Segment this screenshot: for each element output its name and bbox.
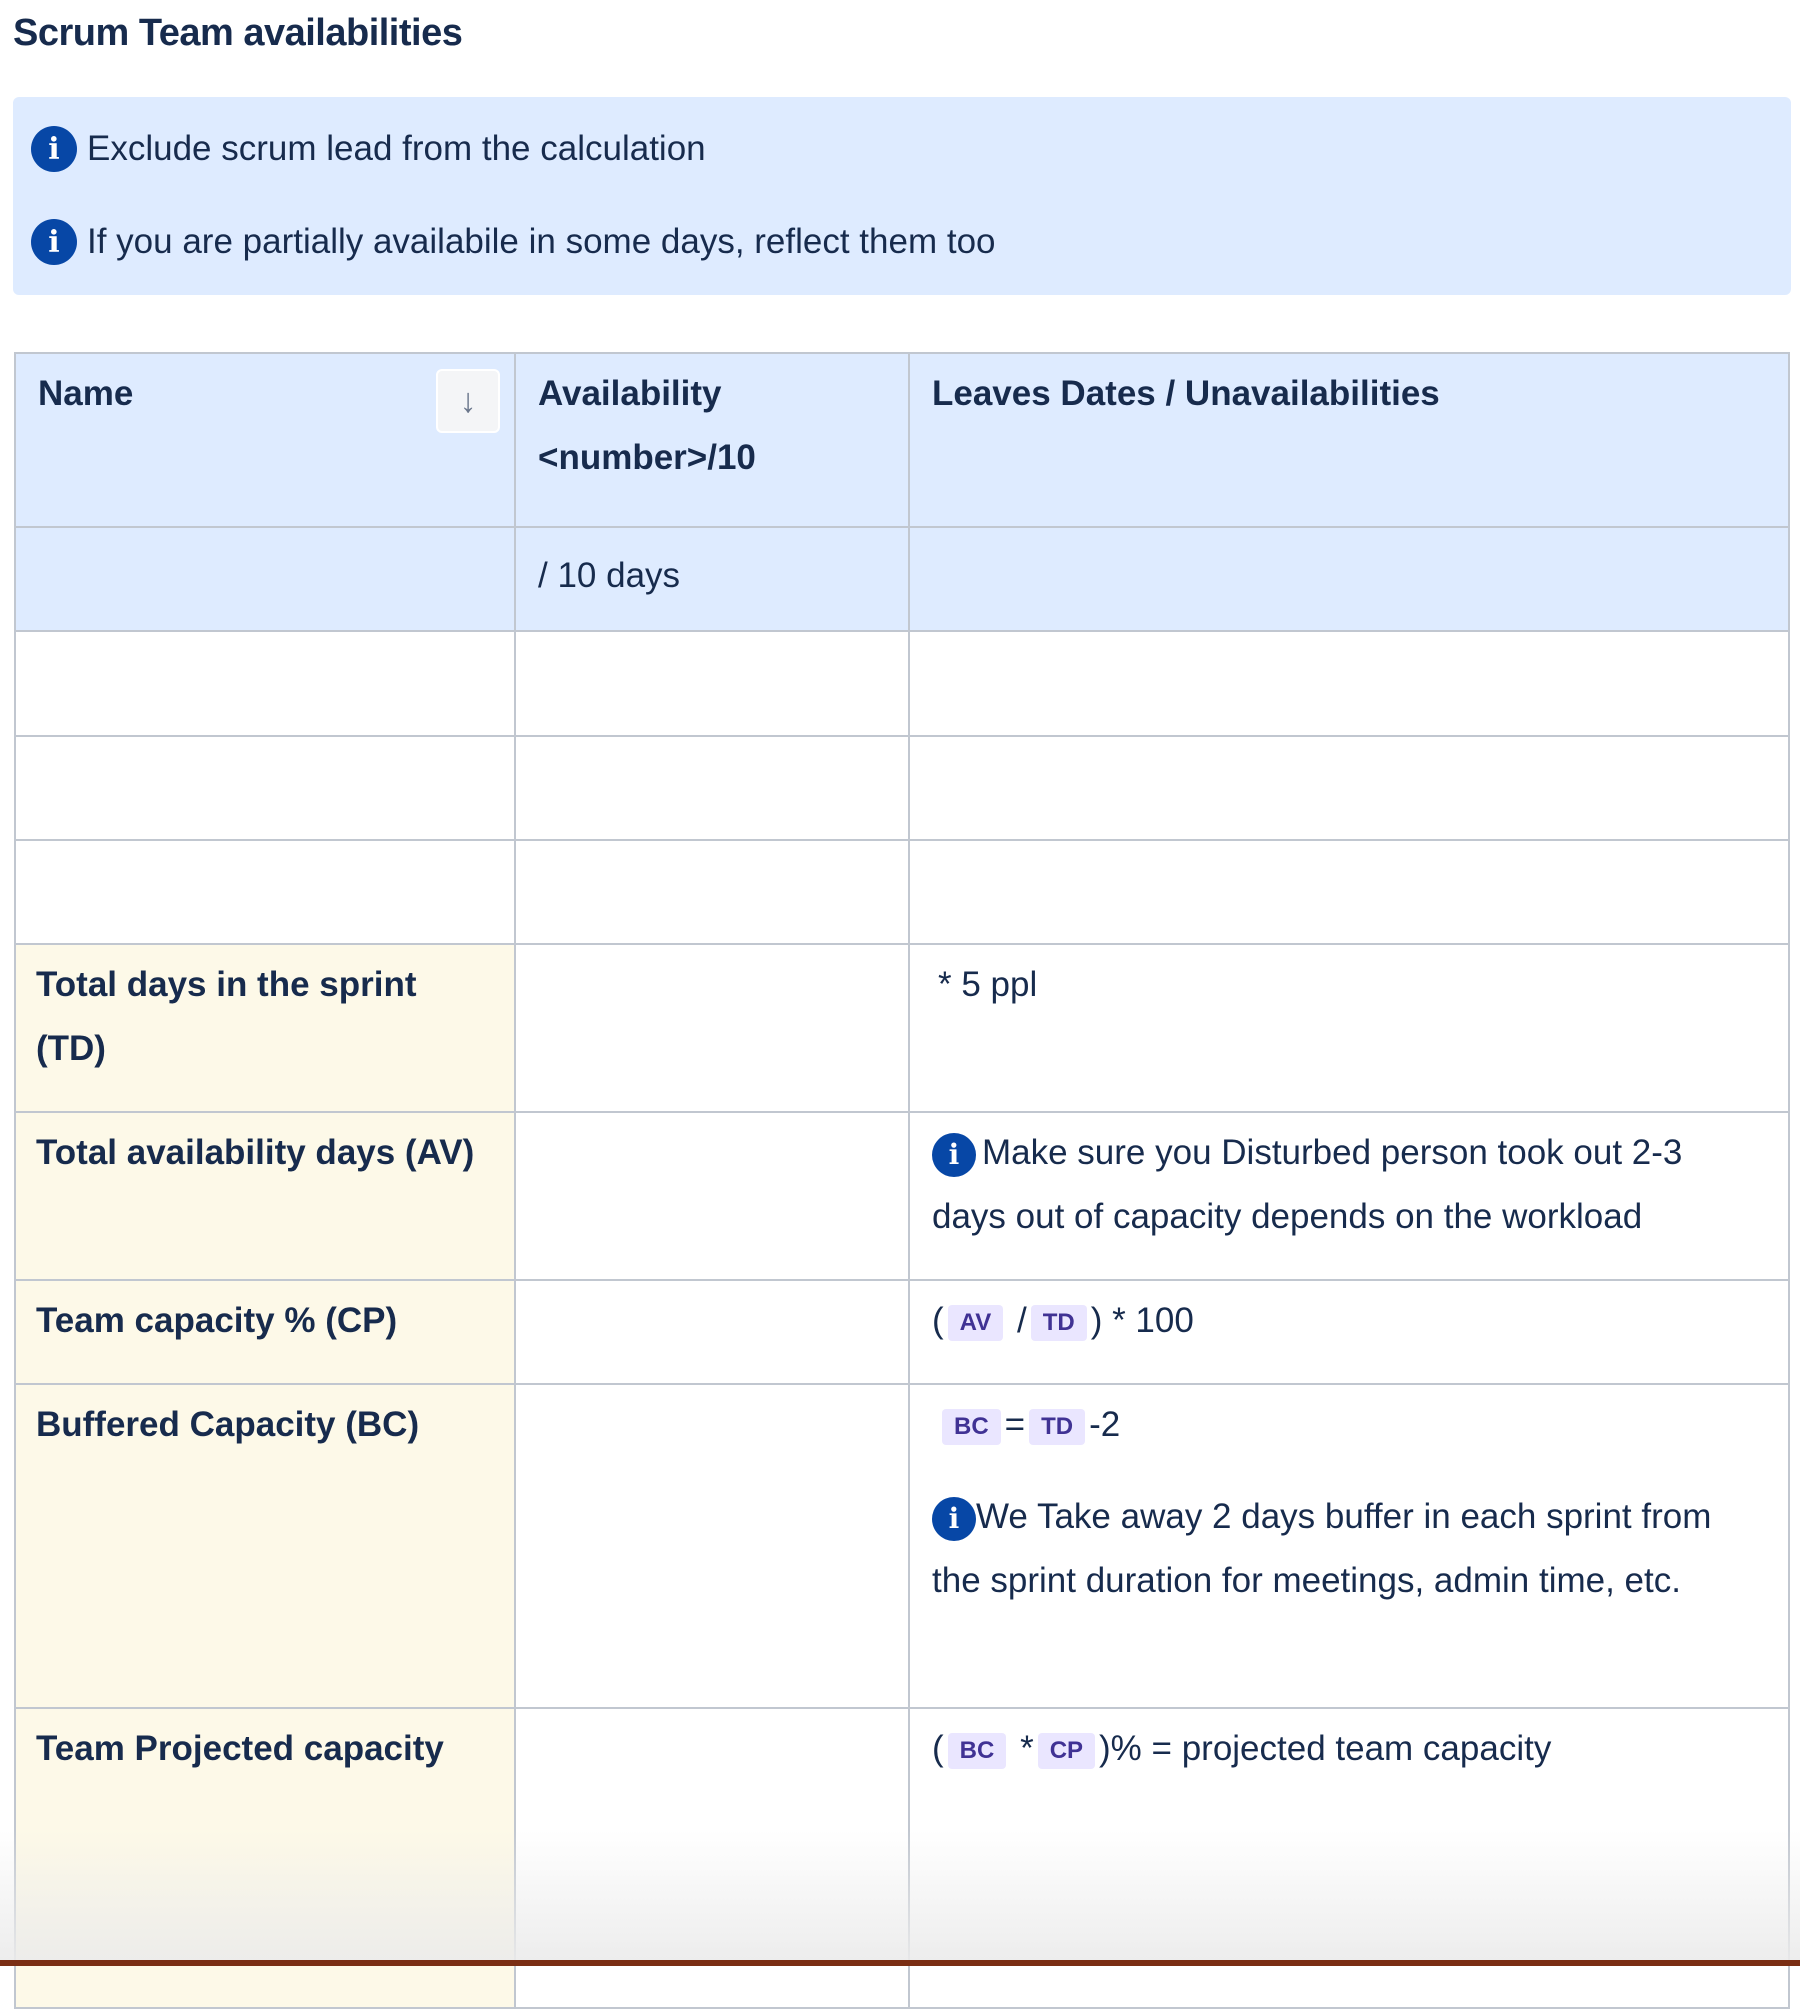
formula-text: / [1016,1301,1027,1340]
variable-lozenge: TD [1029,1409,1085,1445]
cell[interactable] [515,631,909,736]
cell[interactable]: / 10 days [515,527,909,631]
cell[interactable] [515,944,909,1112]
table-row [15,1280,1789,1384]
cell[interactable] [15,736,515,840]
table-row [15,1112,1789,1280]
row-label[interactable]: Total days in the sprint (TD) [15,944,515,1112]
cell[interactable] [909,1112,1789,1280]
cell[interactable] [15,527,515,631]
cell[interactable] [909,527,1789,631]
table-row [15,840,1789,944]
note-text: We Take away 2 days buffer in each sprint from the sprint duration for meetings, admin time, etc. [932,1497,1712,1600]
formula-text: )% = projected team capacity [1099,1729,1552,1768]
formula-text: * [1020,1729,1034,1768]
cell[interactable] [515,736,909,840]
formula-text: ( [932,1301,944,1340]
note-text: Make sure you Disturbed person took out 2-3 days out of capacity depends on the workload [932,1133,1683,1236]
formula-text: = [1004,1405,1026,1444]
sort-button[interactable] [436,369,500,433]
variable-lozenge: BC [942,1409,1001,1445]
info-text: Exclude scrum lead from the calculation [87,129,706,168]
formula-text: ( [932,1729,944,1768]
bottom-fade [0,1830,1800,1960]
header-name [15,353,515,527]
cell[interactable] [515,1112,909,1280]
cell[interactable] [909,631,1789,736]
row-label[interactable]: Total availability days (AV) [15,1112,515,1280]
page-title: Scrum Team availabilities [13,12,463,54]
info-text: If you are partially availabile in some days, reflect them too [87,222,996,261]
table-row [15,944,1789,1112]
formula-text: -2 [1089,1405,1121,1444]
info-icon: i [932,1133,976,1177]
info-icon: i [932,1497,976,1541]
table-row [15,1384,1789,1708]
cell[interactable] [15,840,515,944]
cell[interactable] [515,1280,909,1384]
info-panel [13,97,1791,295]
info-line [31,126,706,172]
formula-cell[interactable] [909,1384,1789,1708]
header-row [15,353,1789,527]
info-icon: i [31,126,77,172]
cell[interactable] [15,631,515,736]
row-label[interactable]: Team capacity % (CP) [15,1280,515,1384]
availability-table [14,352,1790,2009]
cell[interactable]: * 5 ppl [909,944,1789,1112]
bottom-edge [0,1960,1800,1966]
header-label: Name [38,374,134,413]
info-icon: i [31,219,77,265]
variable-lozenge: AV [948,1305,1004,1341]
cell[interactable] [515,1384,909,1708]
info-line [31,219,996,265]
subheader-row [15,527,1789,631]
header-availability: Availability <number>/10 [515,353,909,527]
header-leaves: Leaves Dates / Unavailabilities [909,353,1789,527]
formula-cell[interactable] [909,1280,1789,1384]
row-label[interactable]: Team Projected capacity [15,1708,515,2008]
variable-lozenge: CP [1038,1733,1095,1769]
cell[interactable] [909,736,1789,840]
arrow-down-icon: ↓ [459,382,477,420]
variable-lozenge: TD [1031,1305,1087,1341]
formula-text: ) * 100 [1090,1301,1194,1340]
table-row [15,631,1789,736]
cell[interactable] [515,840,909,944]
cell[interactable] [909,840,1789,944]
row-label[interactable]: Buffered Capacity (BC) [15,1384,515,1708]
variable-lozenge: BC [948,1733,1007,1769]
table-row [15,736,1789,840]
